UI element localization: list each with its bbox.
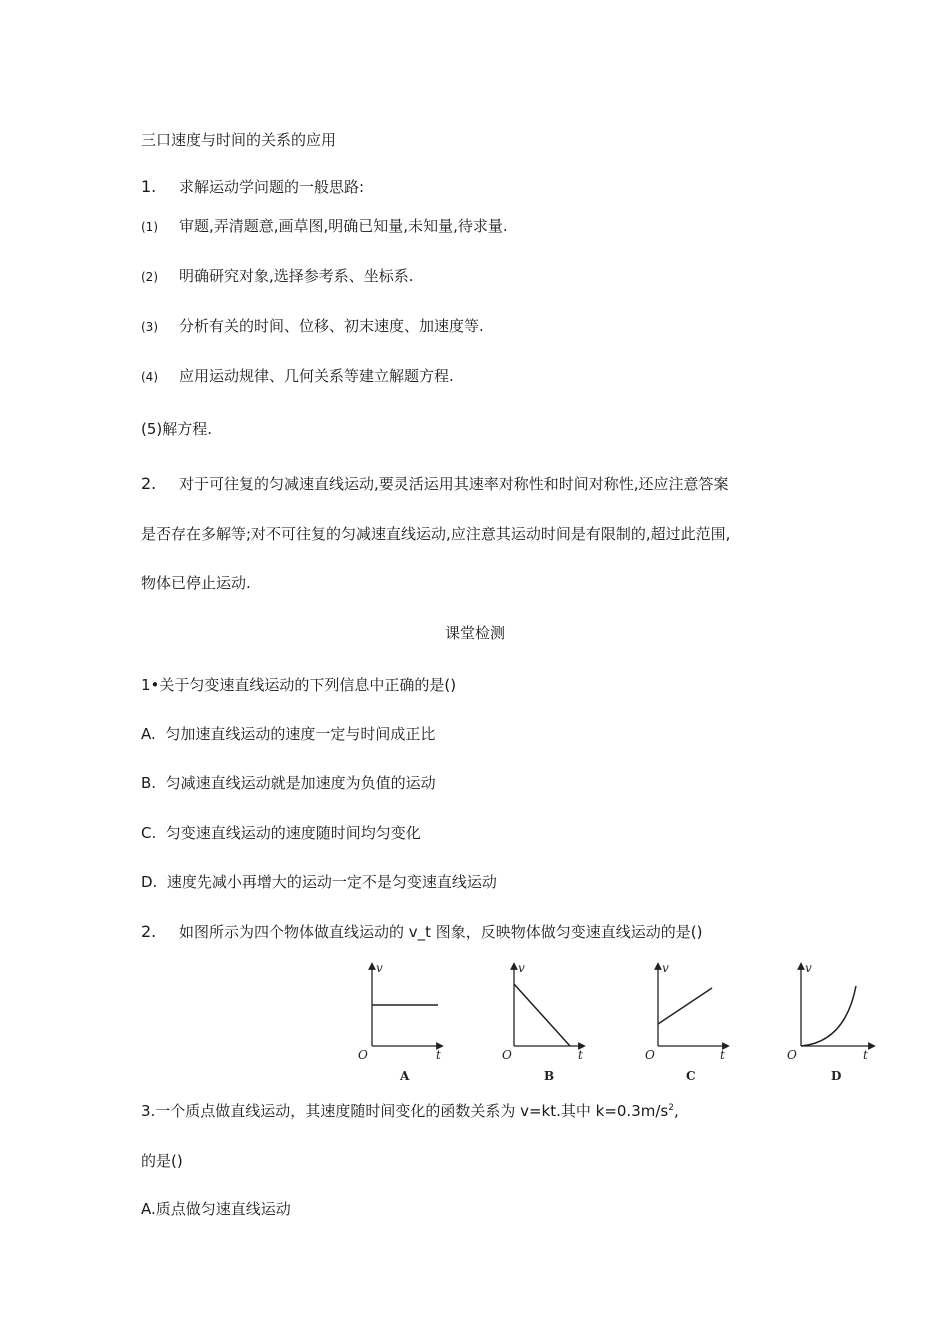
q1-stem: 1•关于匀变速直线运动的下列信息中正确的是() bbox=[141, 676, 457, 694]
item-1-number: 1. bbox=[141, 177, 157, 196]
q3-stem-end: , bbox=[673, 1102, 679, 1120]
step-1-text: 审题,弄清题意,画草图,明确已知量,未知量,待求量. bbox=[179, 217, 508, 235]
graph-d-curve bbox=[801, 986, 856, 1046]
q1-option-a-text: 匀加速直线运动的速度一定与时间成正比 bbox=[165, 725, 436, 743]
step-2-text: 明确研究对象,选择参考系、坐标系. bbox=[179, 267, 414, 285]
q1-option-a bbox=[141, 724, 435, 744]
step-5: (5)解方程. bbox=[141, 420, 213, 438]
graph-b bbox=[502, 961, 583, 1083]
item-2-line-2: 是否存在多解等;对不可往复的匀减速直线运动,应注意其运动时间是有限制的,超过此范围, bbox=[141, 525, 731, 543]
graph-d-caption: D bbox=[831, 1069, 842, 1083]
q3-stem bbox=[141, 1101, 679, 1121]
step-1 bbox=[141, 216, 508, 237]
section-title: 三口速度与时间的关系的应用 bbox=[141, 131, 337, 149]
graph-c-origin: O bbox=[645, 1048, 655, 1062]
graph-a-origin: O bbox=[358, 1048, 368, 1062]
step-4 bbox=[141, 366, 454, 387]
step-3-number: (3) bbox=[141, 320, 158, 334]
q1-option-b-text: 匀减速直线运动就是加速度为负值的运动 bbox=[165, 774, 436, 792]
graph-a-axis-x: t bbox=[436, 1048, 441, 1062]
q1-option-c-label: C. bbox=[141, 824, 157, 842]
q1-option-c-text: 匀变速直线运动的速度随时间均匀变化 bbox=[165, 824, 421, 842]
graph-c-axis-y: v bbox=[662, 961, 669, 975]
step-4-number: (4) bbox=[141, 370, 158, 384]
q2-number: 2. bbox=[141, 922, 157, 941]
graph-c-caption: C bbox=[686, 1069, 696, 1083]
graph-b-line bbox=[514, 984, 570, 1046]
q1-option-b-label: B. bbox=[141, 774, 157, 792]
graph-b-origin: O bbox=[502, 1048, 512, 1062]
graph-a bbox=[358, 961, 441, 1083]
step-4-text: 应用运动规律、几何关系等建立解题方程. bbox=[179, 367, 454, 385]
item-1 bbox=[141, 177, 364, 197]
graph-d bbox=[787, 961, 872, 1083]
step-2 bbox=[141, 266, 414, 287]
q3-stem-text: 3.一个质点做直线运动，其速度随时间变化的函数关系为 v=kt.其中 k=0.3m/s bbox=[141, 1102, 669, 1120]
item-2-line-3: 物体已停止运动. bbox=[141, 574, 251, 592]
graph-c-line bbox=[658, 988, 712, 1024]
q1-option-d-label: D. bbox=[141, 873, 158, 891]
graph-d-axis-y: v bbox=[805, 961, 812, 975]
graph-c bbox=[645, 961, 726, 1083]
step-1-number: (1) bbox=[141, 220, 158, 234]
graph-b-axis-x: t bbox=[578, 1048, 583, 1062]
graph-b-axis-y: v bbox=[518, 961, 525, 975]
item-2-number: 2. bbox=[141, 474, 157, 493]
q3-stem-superscript: 2 bbox=[668, 1103, 674, 1113]
q1-option-b bbox=[141, 773, 436, 793]
vt-graphs-svg bbox=[340, 960, 880, 1090]
item-2-text-1: 对于可往复的匀减速直线运动,要灵活运用其速率对称性和时间对称性,还应注意答案 bbox=[179, 475, 729, 493]
q2-stem bbox=[141, 922, 703, 942]
graph-c-axis-x: t bbox=[720, 1048, 725, 1062]
q1-option-d bbox=[141, 872, 497, 892]
item-1-text: 求解运动学问题的一般思路: bbox=[179, 178, 365, 196]
graph-d-axis-x: t bbox=[863, 1048, 868, 1062]
graph-b-caption: B bbox=[544, 1069, 555, 1083]
step-3 bbox=[141, 316, 484, 337]
q1-option-d-text: 速度先减小再增大的运动一定不是匀变速直线运动 bbox=[166, 873, 497, 891]
step-3-text: 分析有关的时间、位移、初末速度、加速度等. bbox=[179, 317, 484, 335]
graph-a-caption: A bbox=[400, 1069, 410, 1083]
step-2-number: (2) bbox=[141, 270, 158, 284]
check-title: 课堂检测 bbox=[444, 624, 505, 642]
q3-option-a: A.质点做匀速直线运动 bbox=[141, 1200, 291, 1218]
graph-d-origin: O bbox=[787, 1048, 797, 1062]
q1-option-c bbox=[141, 823, 421, 843]
graph-a-axis-y: v bbox=[376, 961, 383, 975]
q1-option-a-label: A. bbox=[141, 725, 156, 743]
item-2-line-1 bbox=[141, 474, 729, 494]
q2-text: 如图所示为四个物体做直线运动的 v_t 图象，反映物体做匀变速直线运动的是() bbox=[179, 923, 703, 941]
q3-line-2: 的是() bbox=[141, 1152, 183, 1170]
vt-graphs bbox=[340, 960, 880, 1090]
